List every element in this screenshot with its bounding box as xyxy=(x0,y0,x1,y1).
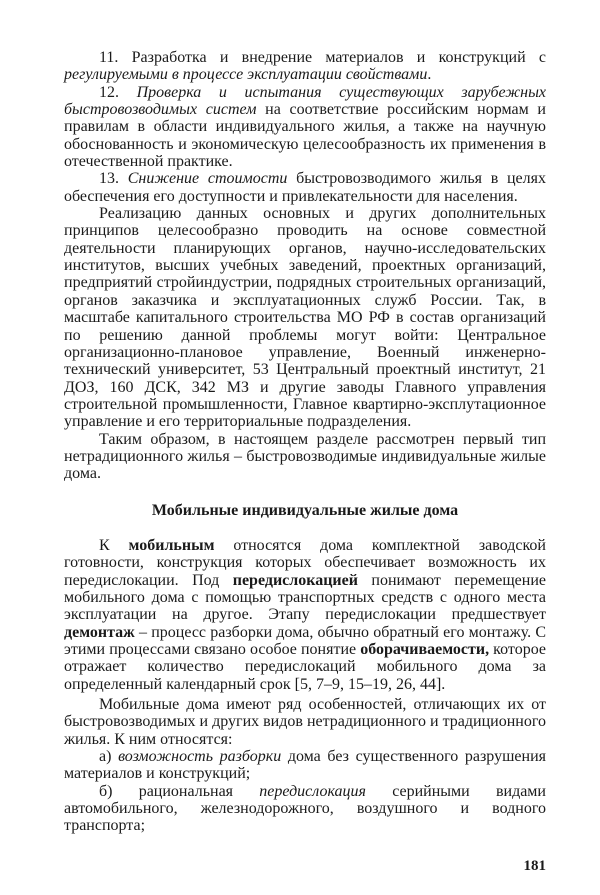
text: б) рациональная xyxy=(99,782,260,800)
paragraph xyxy=(64,748,546,783)
text: . xyxy=(427,66,432,84)
page-content xyxy=(64,49,546,835)
paragraph xyxy=(64,696,546,748)
text: относятся дома комплектной заводской готовности, конструкция которых обеспечивает возможность их передислокации. Под xyxy=(64,536,546,589)
paragraph xyxy=(64,49,546,84)
text: Таким образом, в настоящем разделе рассмотрен первый тип нетрадиционного жилья – быстровозводимые индивидуальные жилые дома. xyxy=(64,430,546,483)
italic-text: передислокация xyxy=(259,782,366,800)
text: серийными видами автомобильного, железнодорожного, воздушного и водного транспорта; xyxy=(64,782,546,835)
text: К xyxy=(99,536,129,554)
text: – процесс разборки дома, обычно обратный его монтажу. С этими процессами связано особое понятие xyxy=(64,623,546,658)
paragraph xyxy=(64,537,546,693)
italic-text: регулируемыми в процессе эксплуатации свойствами xyxy=(64,66,428,84)
section-heading xyxy=(64,502,546,519)
text: дома без существенного разрушения материалов и конструкций; xyxy=(64,748,546,783)
text: а) xyxy=(99,748,119,766)
text: которое отражает количество передислокаций мобильного дома за определенный календарный срок [5, 7–9, 15–19, 26, 44]. xyxy=(64,641,546,693)
italic-text: Снижение стоимости xyxy=(127,170,288,188)
document-page xyxy=(64,0,546,895)
bold-term: оборачиваемости, xyxy=(360,641,490,658)
text: 11. Разработка и внедрение материалов и конструкций с xyxy=(99,49,546,66)
text: Реализацию данных основных и других дополнительных принципов целесообразно проводить на основе совместной деятельности планирующих органов, научно-исследовательских институтов, высших учебных заведений, проектных организаций, предприятий стройиндустрии, подрядных строительных организаций, органов заказчика и эксплуатационных служб России. Так, в масштабе капитального строительства МО РФ в состав организаций по решению данной проблемы могут войти: Центральное организационно-плановое управление, Военный инженерно-технический университет, 53 Центральный проектный институт, 21 ДОЗ, 160 ДСК, 342 МЗ и другие заводы Главного управления строительной промышленности, Главное квартирно-эксплутационное управление и его территориальные подразделения. xyxy=(64,205,546,431)
bold-term: мобильным xyxy=(128,536,215,554)
text: понимают перемещение мобильного дома с помощью транспортных средств с одного места эксплуатации на другое. Этапу передислокации предшествует xyxy=(64,571,546,624)
text: 13. xyxy=(99,170,128,188)
paragraph xyxy=(64,783,546,835)
text: 12. xyxy=(99,83,137,101)
paragraph xyxy=(64,205,546,430)
bold-term: демонтаж xyxy=(64,623,135,641)
bold-term: передислокацией xyxy=(232,571,358,589)
paragraph xyxy=(64,431,546,483)
paragraph xyxy=(64,170,546,205)
text: Мобильные индивидуальные жилые дома xyxy=(151,501,459,519)
text: Мобильные дома имеют ряд особенностей, отличающих их от быстровозводимых и других видов нетрадиционного и традиционного жилья. К ним относятся: xyxy=(64,696,546,748)
italic-text: возможность разборки xyxy=(118,748,282,766)
italic-text: Проверка и испытания существующих зарубежных быстровозводимых систем xyxy=(64,83,547,119)
text: на соответствие российским нормам и правилам в области индивидуального жилья, а также на научную обоснованность и экономическую целесообразность их применения в отечественной практике. xyxy=(64,101,546,171)
paragraph xyxy=(64,84,546,171)
page-number: 181 xyxy=(523,857,546,874)
text: быстровозводимого жилья в целях обеспечения его доступности и привлекательности для населения. xyxy=(64,170,546,205)
